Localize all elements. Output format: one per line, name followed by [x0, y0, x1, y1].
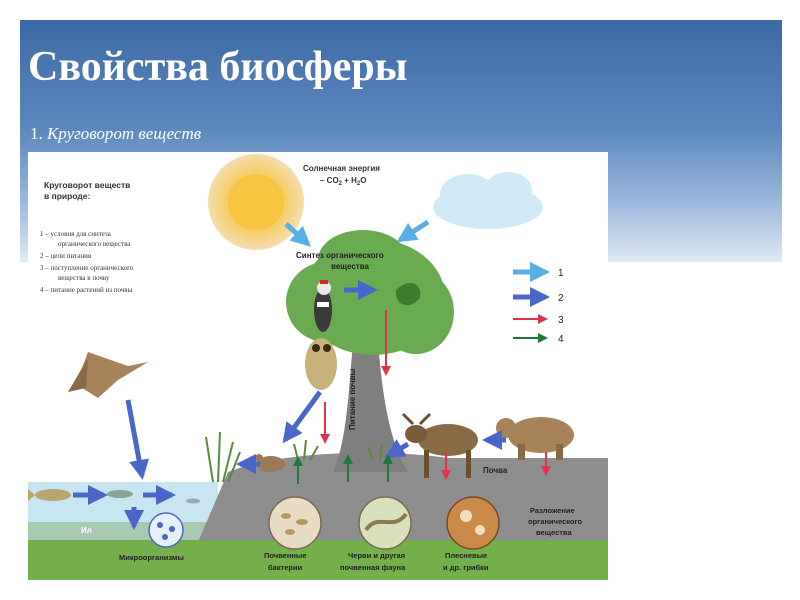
synthesis-line2: вещества — [331, 262, 369, 271]
soil-bacteria-icon — [269, 497, 321, 549]
legend-label-1: 1 — [558, 268, 564, 279]
biosphere-cycle-diagram — [28, 152, 608, 580]
decomposition-line1: Разложение — [530, 506, 575, 515]
diagram-heading-line2: в природе: — [44, 191, 91, 201]
synthesis-line1: Синтез органического — [296, 251, 384, 260]
microorganisms-icon — [149, 513, 183, 547]
decomposition-line3: вещества — [536, 528, 572, 537]
silt-layer — [28, 522, 218, 542]
molds-icon — [447, 497, 499, 549]
silt-label: Ил — [81, 526, 92, 535]
legend-label-2: 2 — [558, 293, 564, 304]
diagram-heading-line1: Круговорот веществ — [44, 180, 131, 190]
subtitle-number: 1. — [30, 124, 43, 143]
legend-item-3-line2: вещества в почву — [58, 274, 110, 282]
subtitle-text: Круговорот веществ — [47, 124, 202, 143]
slide-title: Свойства биосферы — [28, 44, 408, 90]
decomposition-line2: органического — [528, 517, 583, 526]
legend-label-3: 3 — [558, 315, 564, 326]
fish-tiny-icon — [186, 499, 200, 504]
worms-line2: почвенная фауна — [340, 563, 406, 572]
legend-label-4: 4 — [558, 334, 564, 345]
legend-item-2-line1: 2 – цепи питания — [40, 252, 92, 260]
microorganisms-label: Микроорганизмы — [119, 553, 184, 562]
soil-label: Почва — [483, 466, 508, 475]
legend-item-4-line1: 4 – питание растений из почвы — [40, 286, 133, 294]
legend-item-1-line2: органического вещества — [58, 240, 131, 248]
cloud-icon — [433, 172, 543, 229]
sun-core — [228, 174, 284, 230]
legend-item-1-line1: 1 – условия для синтеза — [40, 230, 111, 238]
molds-line1: Плесневые — [445, 551, 488, 560]
owl-icon — [305, 338, 337, 390]
sun-formula: – $CO_2 + H_2O$ — [320, 176, 367, 187]
soil-bacteria-line1: Почвенные — [264, 551, 307, 560]
worms-icon — [359, 497, 411, 549]
legend-item-3-line1: 3 – поступление органического — [40, 264, 134, 272]
slide-subtitle — [30, 124, 201, 144]
soil-bacteria-line2: бактерии — [268, 563, 303, 572]
soil-nutrition-label: Питание почвы — [348, 368, 357, 430]
grass-band — [28, 542, 608, 580]
molds-line2: и др. грибки — [443, 563, 489, 572]
sun-energy-label: Солнечная энергия — [303, 164, 380, 173]
fish-small-icon — [107, 490, 133, 498]
worms-line1: Черви и другая — [348, 551, 406, 560]
